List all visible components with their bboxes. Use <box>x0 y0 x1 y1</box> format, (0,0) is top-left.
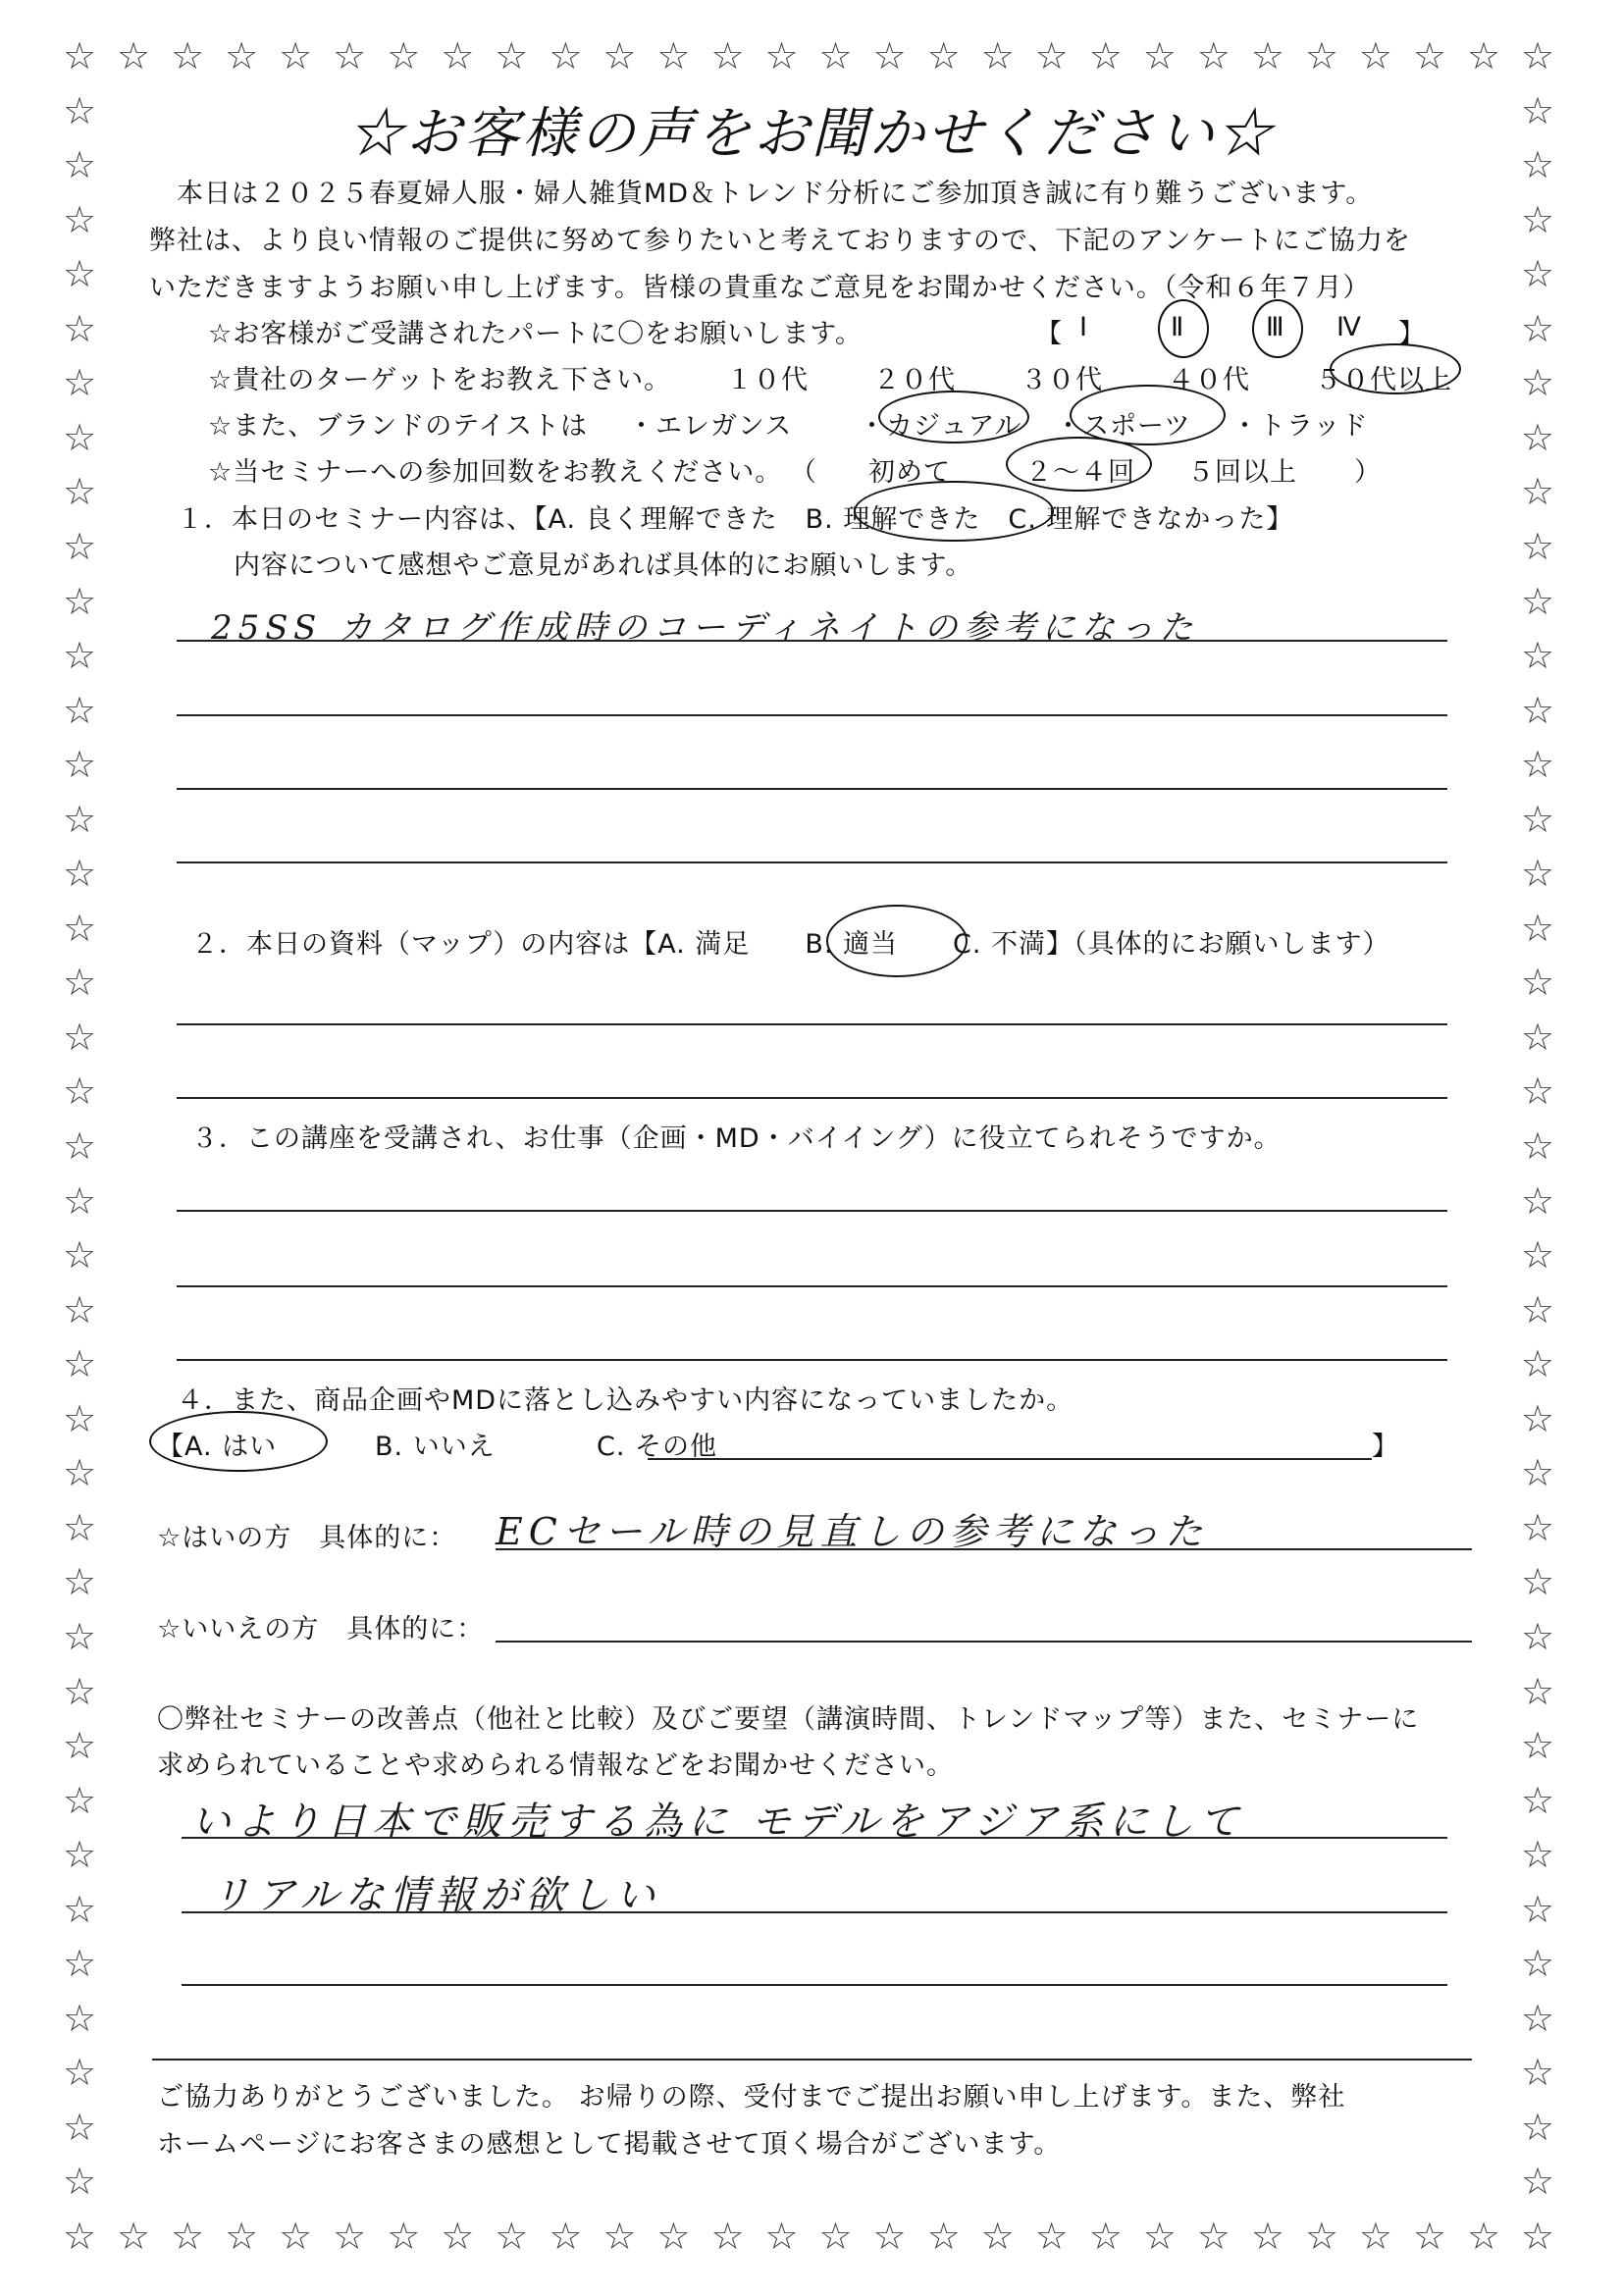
border-star-icon: ☆ <box>1034 2215 1069 2258</box>
q4-no-label: ☆いいえの方 具体的に： <box>157 1614 485 1644</box>
border-star-icon: ☆ <box>1521 197 1555 241</box>
q4-option-a[interactable]: 【A. はい <box>157 1432 278 1462</box>
border-star-icon: ☆ <box>818 2215 853 2258</box>
q3-answer-line-3 <box>177 1359 1447 1361</box>
border-star-icon: ☆ <box>1521 2215 1555 2258</box>
border-star-icon: ☆ <box>63 34 97 78</box>
border-star-icon: ☆ <box>926 34 961 78</box>
border-star-icon: ☆ <box>1521 1724 1555 1768</box>
circle-mark-part-3 <box>1252 299 1303 358</box>
border-star-icon: ☆ <box>1521 1778 1555 1822</box>
border-star-icon: ☆ <box>602 2215 637 2258</box>
q4-no-line <box>496 1641 1472 1643</box>
improve-handwritten-answer-1: いより日本で販売する為に モデルをアジア系にして <box>191 1800 1245 1845</box>
target-option-20s[interactable]: ２０代 <box>873 365 956 395</box>
border-star-icon: ☆ <box>1521 1178 1555 1223</box>
border-star-icon: ☆ <box>1521 688 1555 732</box>
count-bracket-close: ） <box>1354 457 1382 488</box>
border-star-icon: ☆ <box>1521 1833 1555 1877</box>
border-star-icon: ☆ <box>1521 143 1555 187</box>
footer-line-1: ご協力ありがとうございました。 お帰りの際、受付までご提出お願い申し上げます。また、弊社 <box>157 2082 1346 2113</box>
q2-answer-line-2 <box>177 1097 1447 1099</box>
border-star-icon: ☆ <box>1034 34 1069 78</box>
border-star-icon: ☆ <box>225 34 259 78</box>
border-star-icon: ☆ <box>63 1778 97 1822</box>
border-star-icon: ☆ <box>171 2215 205 2258</box>
border-star-icon: ☆ <box>63 1614 97 1658</box>
border-star-icon: ☆ <box>1521 252 1555 296</box>
border-star-icon: ☆ <box>63 1942 97 1986</box>
border-star-icon: ☆ <box>1521 743 1555 787</box>
border-star-icon: ☆ <box>1521 797 1555 841</box>
border-star-icon: ☆ <box>1521 524 1555 568</box>
border-star-icon: ☆ <box>1304 34 1338 78</box>
border-star-icon: ☆ <box>63 1724 97 1768</box>
part-option-3[interactable]: Ⅲ <box>1266 312 1285 342</box>
q4-other-line <box>648 1458 1372 1460</box>
border-star-icon: ☆ <box>1250 34 1284 78</box>
improve-text-line-2: 求められていることや求められる情報などをお聞かせください。 <box>157 1750 954 1781</box>
border-star-icon: ☆ <box>63 2160 97 2204</box>
border-star-icon: ☆ <box>1521 1287 1555 1331</box>
border-star-icon: ☆ <box>63 143 97 187</box>
border-star-icon: ☆ <box>710 2215 745 2258</box>
border-star-icon: ☆ <box>63 634 97 678</box>
q4-bracket-close: 】 <box>1372 1432 1399 1462</box>
circle-mark-part-2 <box>1158 299 1209 358</box>
intro-line-2: 弊社は、より良い情報のご提供に努めて参りたいと考えておりますので、下記のアンケートにご協力を <box>149 226 1411 256</box>
border-star-icon: ☆ <box>872 2215 907 2258</box>
border-star-icon: ☆ <box>225 2215 259 2258</box>
border-star-icon: ☆ <box>1358 2215 1392 2258</box>
part-option-4[interactable]: Ⅳ <box>1336 312 1362 342</box>
border-star-icon: ☆ <box>495 34 529 78</box>
part-bracket-close: 】 <box>1398 319 1426 349</box>
border-star-icon: ☆ <box>1412 34 1446 78</box>
border-star-icon: ☆ <box>1521 1505 1555 1549</box>
border-star-icon: ☆ <box>1088 34 1123 78</box>
border-star-icon: ☆ <box>1521 1124 1555 1168</box>
border-star-icon: ☆ <box>63 1451 97 1495</box>
border-star-icon: ☆ <box>63 524 97 568</box>
border-star-icon: ☆ <box>63 743 97 787</box>
q1-answer-line-3 <box>177 788 1447 790</box>
taste-option-trad[interactable]: ・トラッド <box>1231 411 1369 442</box>
count-option-2-4[interactable]: ２～４回 <box>1025 457 1135 488</box>
q3-text: ３．この講座を受講され、お仕事（企画・MD・バイイング）に役立てられそうですか。 <box>191 1123 1282 1154</box>
border-star-icon: ☆ <box>63 1015 97 1059</box>
border-star-icon: ☆ <box>333 34 367 78</box>
border-star-icon: ☆ <box>63 1233 97 1278</box>
q3-answer-line-1 <box>177 1210 1447 1212</box>
q1-answer-line-1 <box>177 640 1447 642</box>
border-star-icon: ☆ <box>387 34 421 78</box>
part-option-2[interactable]: Ⅱ <box>1171 312 1185 342</box>
border-star-icon: ☆ <box>1142 34 1177 78</box>
border-star-icon: ☆ <box>1521 1451 1555 1495</box>
target-option-10s[interactable]: １０代 <box>726 365 809 395</box>
border-star-icon: ☆ <box>63 1396 97 1440</box>
border-star-icon: ☆ <box>656 2215 691 2258</box>
q3-answer-line-2 <box>177 1285 1447 1287</box>
border-star-icon: ☆ <box>63 579 97 623</box>
q4-yes-label: ☆はいの方 具体的に： <box>157 1523 457 1553</box>
border-star-icon: ☆ <box>63 1669 97 1713</box>
q4-text: ４．また、商品企画やMDに落とし込みやすい内容になっていましたか。 <box>177 1385 1074 1416</box>
intro-line-1: 本日は２０２５春夏婦人服・婦人雑貨MD＆トレンド分析にご参加頂き誠に有り難うございます。 <box>177 179 1374 209</box>
count-question-label: ☆当セミナーへの参加回数をお教えください。 <box>208 457 783 488</box>
taste-option-elegance[interactable]: ・エレガンス <box>628 411 793 442</box>
circle-mark-q2-b <box>826 905 968 977</box>
border-star-icon: ☆ <box>764 2215 799 2258</box>
border-star-icon: ☆ <box>1521 1396 1555 1440</box>
border-star-icon: ☆ <box>1521 961 1555 1005</box>
border-star-icon: ☆ <box>63 1505 97 1549</box>
border-star-icon: ☆ <box>63 1833 97 1877</box>
border-star-icon: ☆ <box>1521 2051 1555 2095</box>
border-star-icon: ☆ <box>1466 2215 1501 2258</box>
improve-line-3 <box>182 1984 1447 1986</box>
q4-yes-line <box>496 1548 1472 1550</box>
border-star-icon: ☆ <box>818 34 853 78</box>
border-star-icon: ☆ <box>1521 1015 1555 1059</box>
border-star-icon: ☆ <box>63 688 97 732</box>
circle-mark-taste-casual <box>878 391 1029 444</box>
border-star-icon: ☆ <box>980 2215 1015 2258</box>
border-star-icon: ☆ <box>63 361 97 405</box>
border-star-icon: ☆ <box>1521 1942 1555 1986</box>
border-star-icon: ☆ <box>63 906 97 950</box>
border-star-icon: ☆ <box>1196 34 1230 78</box>
border-star-icon: ☆ <box>63 1887 97 1931</box>
border-star-icon: ☆ <box>1521 1614 1555 1658</box>
border-star-icon: ☆ <box>387 2215 421 2258</box>
border-star-icon: ☆ <box>441 2215 475 2258</box>
border-star-icon: ☆ <box>1521 88 1555 132</box>
q1-answer-line-4 <box>177 861 1447 863</box>
footer-line-2: ホームページにお客さまの感想として掲載させて頂く場合がございます。 <box>157 2129 1062 2160</box>
border-star-icon: ☆ <box>1466 34 1501 78</box>
count-option-5-plus[interactable]: ５回以上 <box>1187 457 1297 488</box>
q4-option-c[interactable]: C. その他 <box>597 1432 718 1462</box>
target-option-30s[interactable]: ３０代 <box>1021 365 1103 395</box>
improve-line-2 <box>182 1911 1447 1913</box>
border-star-icon: ☆ <box>63 88 97 132</box>
border-star-icon: ☆ <box>1521 2160 1555 2204</box>
border-star-icon: ☆ <box>602 34 637 78</box>
border-star-icon: ☆ <box>1521 906 1555 950</box>
border-star-icon: ☆ <box>1521 1560 1555 1604</box>
border-star-icon: ☆ <box>117 2215 151 2258</box>
border-star-icon: ☆ <box>63 1178 97 1223</box>
border-star-icon: ☆ <box>764 34 799 78</box>
border-star-icon: ☆ <box>63 2105 97 2149</box>
taste-question-label: ☆また、ブランドのテイストは <box>208 411 589 442</box>
border-star-icon: ☆ <box>980 34 1015 78</box>
border-star-icon: ☆ <box>1521 852 1555 896</box>
border-star-icon: ☆ <box>1304 2215 1338 2258</box>
taste-option-sports[interactable]: ・スポーツ <box>1055 411 1191 442</box>
border-star-icon: ☆ <box>1521 470 1555 514</box>
q1-answer-line-2 <box>177 714 1447 716</box>
q1-text: １．本日のセミナー内容は、【A. 良く理解できた B. 理解できた C. 理解できなかった】 <box>177 504 1294 535</box>
border-star-icon: ☆ <box>1521 415 1555 459</box>
border-star-icon: ☆ <box>1412 2215 1446 2258</box>
border-star-icon: ☆ <box>1521 1070 1555 1114</box>
border-star-icon: ☆ <box>1521 2105 1555 2149</box>
border-star-icon: ☆ <box>171 34 205 78</box>
border-star-icon: ☆ <box>441 34 475 78</box>
border-star-icon: ☆ <box>279 34 313 78</box>
part-question-label: ☆お客様がご受講されたパートに〇をお願いします。 <box>208 319 864 349</box>
circle-mark-count-2-4 <box>1006 437 1152 492</box>
border-star-icon: ☆ <box>1521 634 1555 678</box>
q4-option-b[interactable]: B. いいえ <box>375 1432 496 1462</box>
border-star-icon: ☆ <box>495 2215 529 2258</box>
border-star-icon: ☆ <box>333 2215 367 2258</box>
border-star-icon: ☆ <box>1358 34 1392 78</box>
border-star-icon: ☆ <box>1521 579 1555 623</box>
part-bracket-open: 【 <box>1035 319 1063 349</box>
q2-text: ２．本日の資料（マップ）の内容は【A. 満足 B. 適当 C. 不満】（具体的にお願いします） <box>191 929 1390 960</box>
improve-text-line-1: 〇弊社セミナーの改善点（他社と比較）及びご要望（講演時間、トレンドマップ等）また、セミナーに <box>157 1704 1420 1735</box>
border-star-icon: ☆ <box>63 852 97 896</box>
border-star-icon: ☆ <box>1521 1669 1555 1713</box>
border-star-icon: ☆ <box>872 34 907 78</box>
border-star-icon: ☆ <box>549 2215 583 2258</box>
border-star-icon: ☆ <box>1521 306 1555 350</box>
circle-mark-q4-a <box>149 1411 328 1472</box>
border-star-icon: ☆ <box>63 1070 97 1114</box>
border-star-icon: ☆ <box>63 1342 97 1386</box>
border-star-icon: ☆ <box>710 34 745 78</box>
border-star-icon: ☆ <box>63 252 97 296</box>
border-star-icon: ☆ <box>1521 1342 1555 1386</box>
part-option-1[interactable]: Ⅰ <box>1079 312 1088 342</box>
border-star-icon: ☆ <box>1250 2215 1284 2258</box>
circle-mark-q1-b <box>854 481 1054 542</box>
border-star-icon: ☆ <box>1142 2215 1177 2258</box>
q1-subtext: 内容について感想やご意見があれば具体的にお願いします。 <box>234 550 973 581</box>
border-star-icon: ☆ <box>63 1996 97 2040</box>
improve-handwritten-answer-2: リアルな情報が欲しい <box>211 1873 661 1918</box>
q4-yes-handwritten-answer: ECセール時の見直しの参考になった <box>496 1510 1209 1553</box>
target-option-50s-plus[interactable]: ５０代以上 <box>1315 365 1452 395</box>
border-star-icon: ☆ <box>63 1287 97 1331</box>
taste-option-casual[interactable]: ・カジュアル <box>859 411 1022 442</box>
footer-divider <box>152 2059 1472 2061</box>
border-star-icon: ☆ <box>1521 34 1555 78</box>
border-star-icon: ☆ <box>63 197 97 241</box>
border-star-icon: ☆ <box>63 2215 97 2258</box>
improve-line-1 <box>182 1837 1447 1839</box>
count-bracket-open: （ <box>790 457 817 488</box>
target-option-40s[interactable]: ４０代 <box>1168 365 1250 395</box>
border-star-icon: ☆ <box>549 34 583 78</box>
border-star-icon: ☆ <box>656 34 691 78</box>
border-star-icon: ☆ <box>1088 2215 1123 2258</box>
border-star-icon: ☆ <box>63 797 97 841</box>
border-star-icon: ☆ <box>63 1560 97 1604</box>
border-star-icon: ☆ <box>63 415 97 459</box>
border-star-icon: ☆ <box>63 961 97 1005</box>
border-star-icon: ☆ <box>1521 1996 1555 2040</box>
border-star-icon: ☆ <box>117 34 151 78</box>
intro-line-3: いただきますようお願い申し上げます。皆様の貴重なご意見をお聞かせください。（令和６年７月） <box>149 273 1371 303</box>
count-option-first[interactable]: 初めて <box>868 457 951 488</box>
circle-mark-target-50s <box>1330 343 1461 394</box>
target-question-label: ☆貴社のターゲットをお教え下さい。 <box>208 365 672 395</box>
border-star-icon: ☆ <box>63 2051 97 2095</box>
border-star-icon: ☆ <box>63 1124 97 1168</box>
border-star-icon: ☆ <box>1521 1233 1555 1278</box>
q1-handwritten-answer: 25SS カタログ作成時のコーディネイトの参考になった <box>211 608 1199 648</box>
q2-answer-line-1 <box>177 1023 1447 1025</box>
border-star-icon: ☆ <box>1521 1887 1555 1931</box>
border-star-icon: ☆ <box>63 306 97 350</box>
border-star-icon: ☆ <box>1196 2215 1230 2258</box>
page-title: ☆お客様の声をお聞かせください☆ <box>348 102 1275 166</box>
border-star-icon: ☆ <box>926 2215 961 2258</box>
border-star-icon: ☆ <box>279 2215 313 2258</box>
border-star-icon: ☆ <box>1521 361 1555 405</box>
border-star-icon: ☆ <box>63 470 97 514</box>
